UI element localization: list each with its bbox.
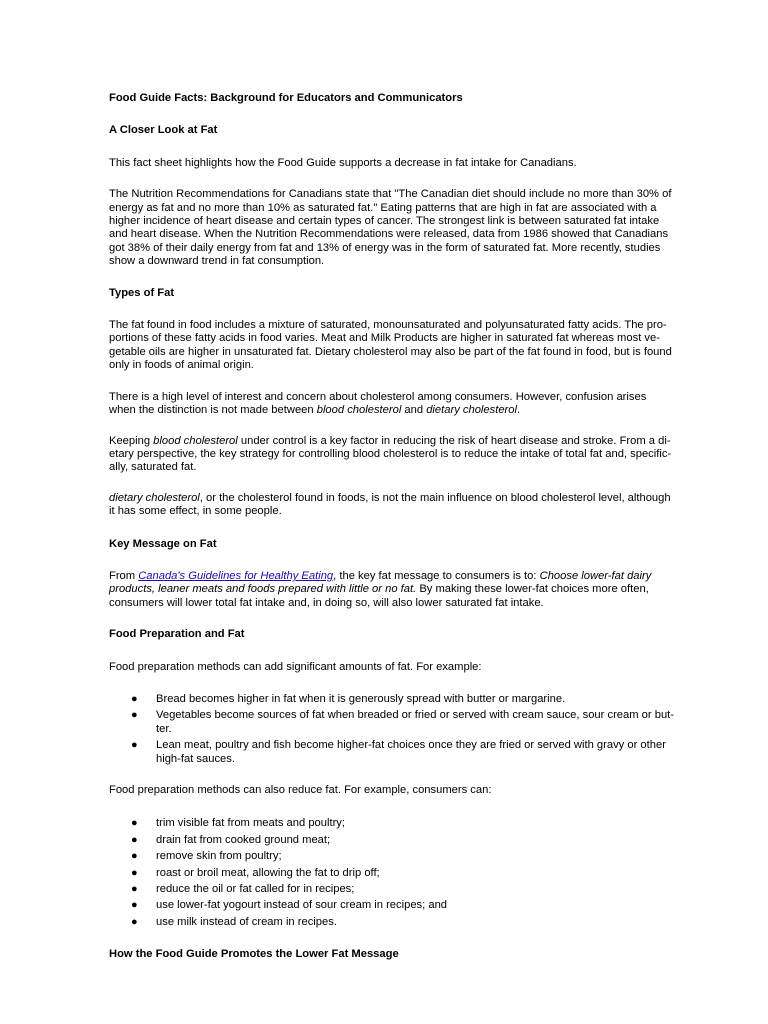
italic-term: blood cholesterol <box>153 434 238 447</box>
bullet-icon: ● <box>131 709 138 722</box>
text-line: when the distinction is not made between blood cholesterol and dietary cholesterol. <box>109 404 521 417</box>
section-heading-food-guide-promotes: How the Food Guide Promotes the Lower Fat Message <box>109 948 399 961</box>
list-item: ● Vegetables become sources of fat when breaded or fried or served with cream sauce, sour cream or but- ter. <box>131 709 674 735</box>
types-of-fat-paragraph-4 <box>109 492 701 519</box>
text-line: dietary cholesterol, or the cholesterol found in foods, is not the main influence on blood cholesterol level, although <box>109 491 671 504</box>
list-item: ● roast or broil meat, allowing the fat to drip off; <box>131 866 380 879</box>
bullet-icon: ● <box>131 899 138 912</box>
text-line: it has some effect, in some people. <box>109 505 282 518</box>
document-title: Food Guide Facts: Background for Educators and Communicators <box>109 92 463 104</box>
text-line: Keeping blood cholesterol under control is a key factor in reducing the risk of heart disease and stroke. From a di- <box>109 434 671 447</box>
text-line: and heart disease. When the Nutrition Recommendations were released, data from 1986 showed that Canadians <box>109 228 669 241</box>
text-line: higher incidence of heart disease and certain types of cancer. The strongest link is between saturated fat intake <box>109 215 660 228</box>
list-item: ● use milk instead of cream in recipes. <box>131 915 337 928</box>
key-message-paragraph <box>109 570 701 610</box>
bullet-icon: ● <box>131 692 138 705</box>
bullet-icon: ● <box>131 817 138 830</box>
text-line: energy as fat and no more than 10% as saturated fat." Eating patterns that are high in fat are associated with a <box>109 201 657 214</box>
section-heading-types-of-fat: Types of Fat <box>109 286 175 299</box>
text-line: show a downward trend in fat consumption. <box>109 255 325 268</box>
list-item: ● remove skin from poultry; <box>131 850 282 863</box>
text-line: products, leaner meats and foods prepared with little or no fat. By making these lower-fat choices more often, <box>109 583 649 596</box>
bullet-icon: ● <box>131 850 138 863</box>
healthy-eating-guidelines-link[interactable]: Canada's Guidelines for Healthy Eating <box>138 569 334 582</box>
section-heading-key-message: Key Message on Fat <box>109 537 217 550</box>
text-line: got 38% of their daily energy from fat and 13% of energy was in the form of saturated fat. More recently, studies <box>109 241 661 254</box>
list-item: ● use lower-fat yogourt instead of sour cream in recipes; and <box>131 899 448 912</box>
bullet-icon: ● <box>131 915 138 928</box>
section1-paragraph <box>109 188 701 268</box>
text-line: There is a high level of interest and concern about cholesterol among consumers. However, confusion arises <box>109 390 647 403</box>
italic-term: blood cholesterol <box>316 404 402 417</box>
document-page <box>109 92 701 962</box>
text-line: only in foods of animal origin. <box>109 359 254 372</box>
food-prep-intro-2: Food preparation methods can also reduce fat. For example, consumers can: <box>109 784 492 796</box>
list-item: ● Bread becomes higher in fat when it is generously spread with butter or margarine. <box>131 692 566 705</box>
food-prep-intro: Food preparation methods can add significant amounts of fat. For example: <box>109 660 482 673</box>
text-line: getable oils are higher in unsaturated fat. Dietary cholesterol may also be part of the fat found in food, but is found <box>109 345 672 358</box>
text-line: The Nutrition Recommendations for Canadians state that "The Canadian diet should include no more than 30% of <box>109 188 672 201</box>
text-line: The fat found in food includes a mixture of saturated, monounsaturated and polyunsaturated fatty acids. The pro- <box>109 319 667 332</box>
section1-intro: This fact sheet highlights how the Food Guide supports a decrease in fat intake for Canadians. <box>109 156 577 169</box>
bullet-icon: ● <box>131 833 138 846</box>
text-line: ally, saturated fat. <box>109 461 197 474</box>
types-of-fat-paragraph-2 <box>109 391 701 418</box>
section-heading-closer-look: A Closer Look at Fat <box>109 124 218 137</box>
list-item: ● trim visible fat from meats and poultry; <box>131 817 346 830</box>
list-item: ● Lean meat, poultry and fish become higher-fat choices once they are fried or served with gravy or other high-fat sauces. <box>131 739 666 765</box>
bullet-icon: ● <box>131 739 138 752</box>
bullet-icon: ● <box>131 883 138 896</box>
adds-fat-list <box>109 693 701 766</box>
list-item: ● drain fat from cooked ground meat; <box>131 833 331 846</box>
text-line: consumers will lower total fat intake and, in doing so, will also lower saturated fat intake. <box>109 596 544 609</box>
italic-term: dietary cholesterol <box>426 404 517 417</box>
types-of-fat-paragraph-1 <box>109 319 701 373</box>
text-line: portions of these fatty acids in food varies. Meat and Milk Products are higher in saturated fat whereas most ve- <box>109 332 660 345</box>
types-of-fat-paragraph-3 <box>109 435 701 475</box>
text-line: From Canada's Guidelines for Healthy Eating, the key fat message to consumers is to: Choose lower-fat dairy <box>109 569 652 582</box>
italic-term: dietary cholesterol <box>109 491 200 504</box>
bullet-icon: ● <box>131 866 138 879</box>
section-heading-food-preparation: Food Preparation and Fat <box>109 628 245 641</box>
list-item: ● reduce the oil or fat called for in recipes; <box>131 883 355 896</box>
text-line: etary perspective, the key strategy for controlling blood cholesterol is to reduce the intake of total fat and, specific- <box>109 447 672 460</box>
reduces-fat-list <box>109 817 701 929</box>
